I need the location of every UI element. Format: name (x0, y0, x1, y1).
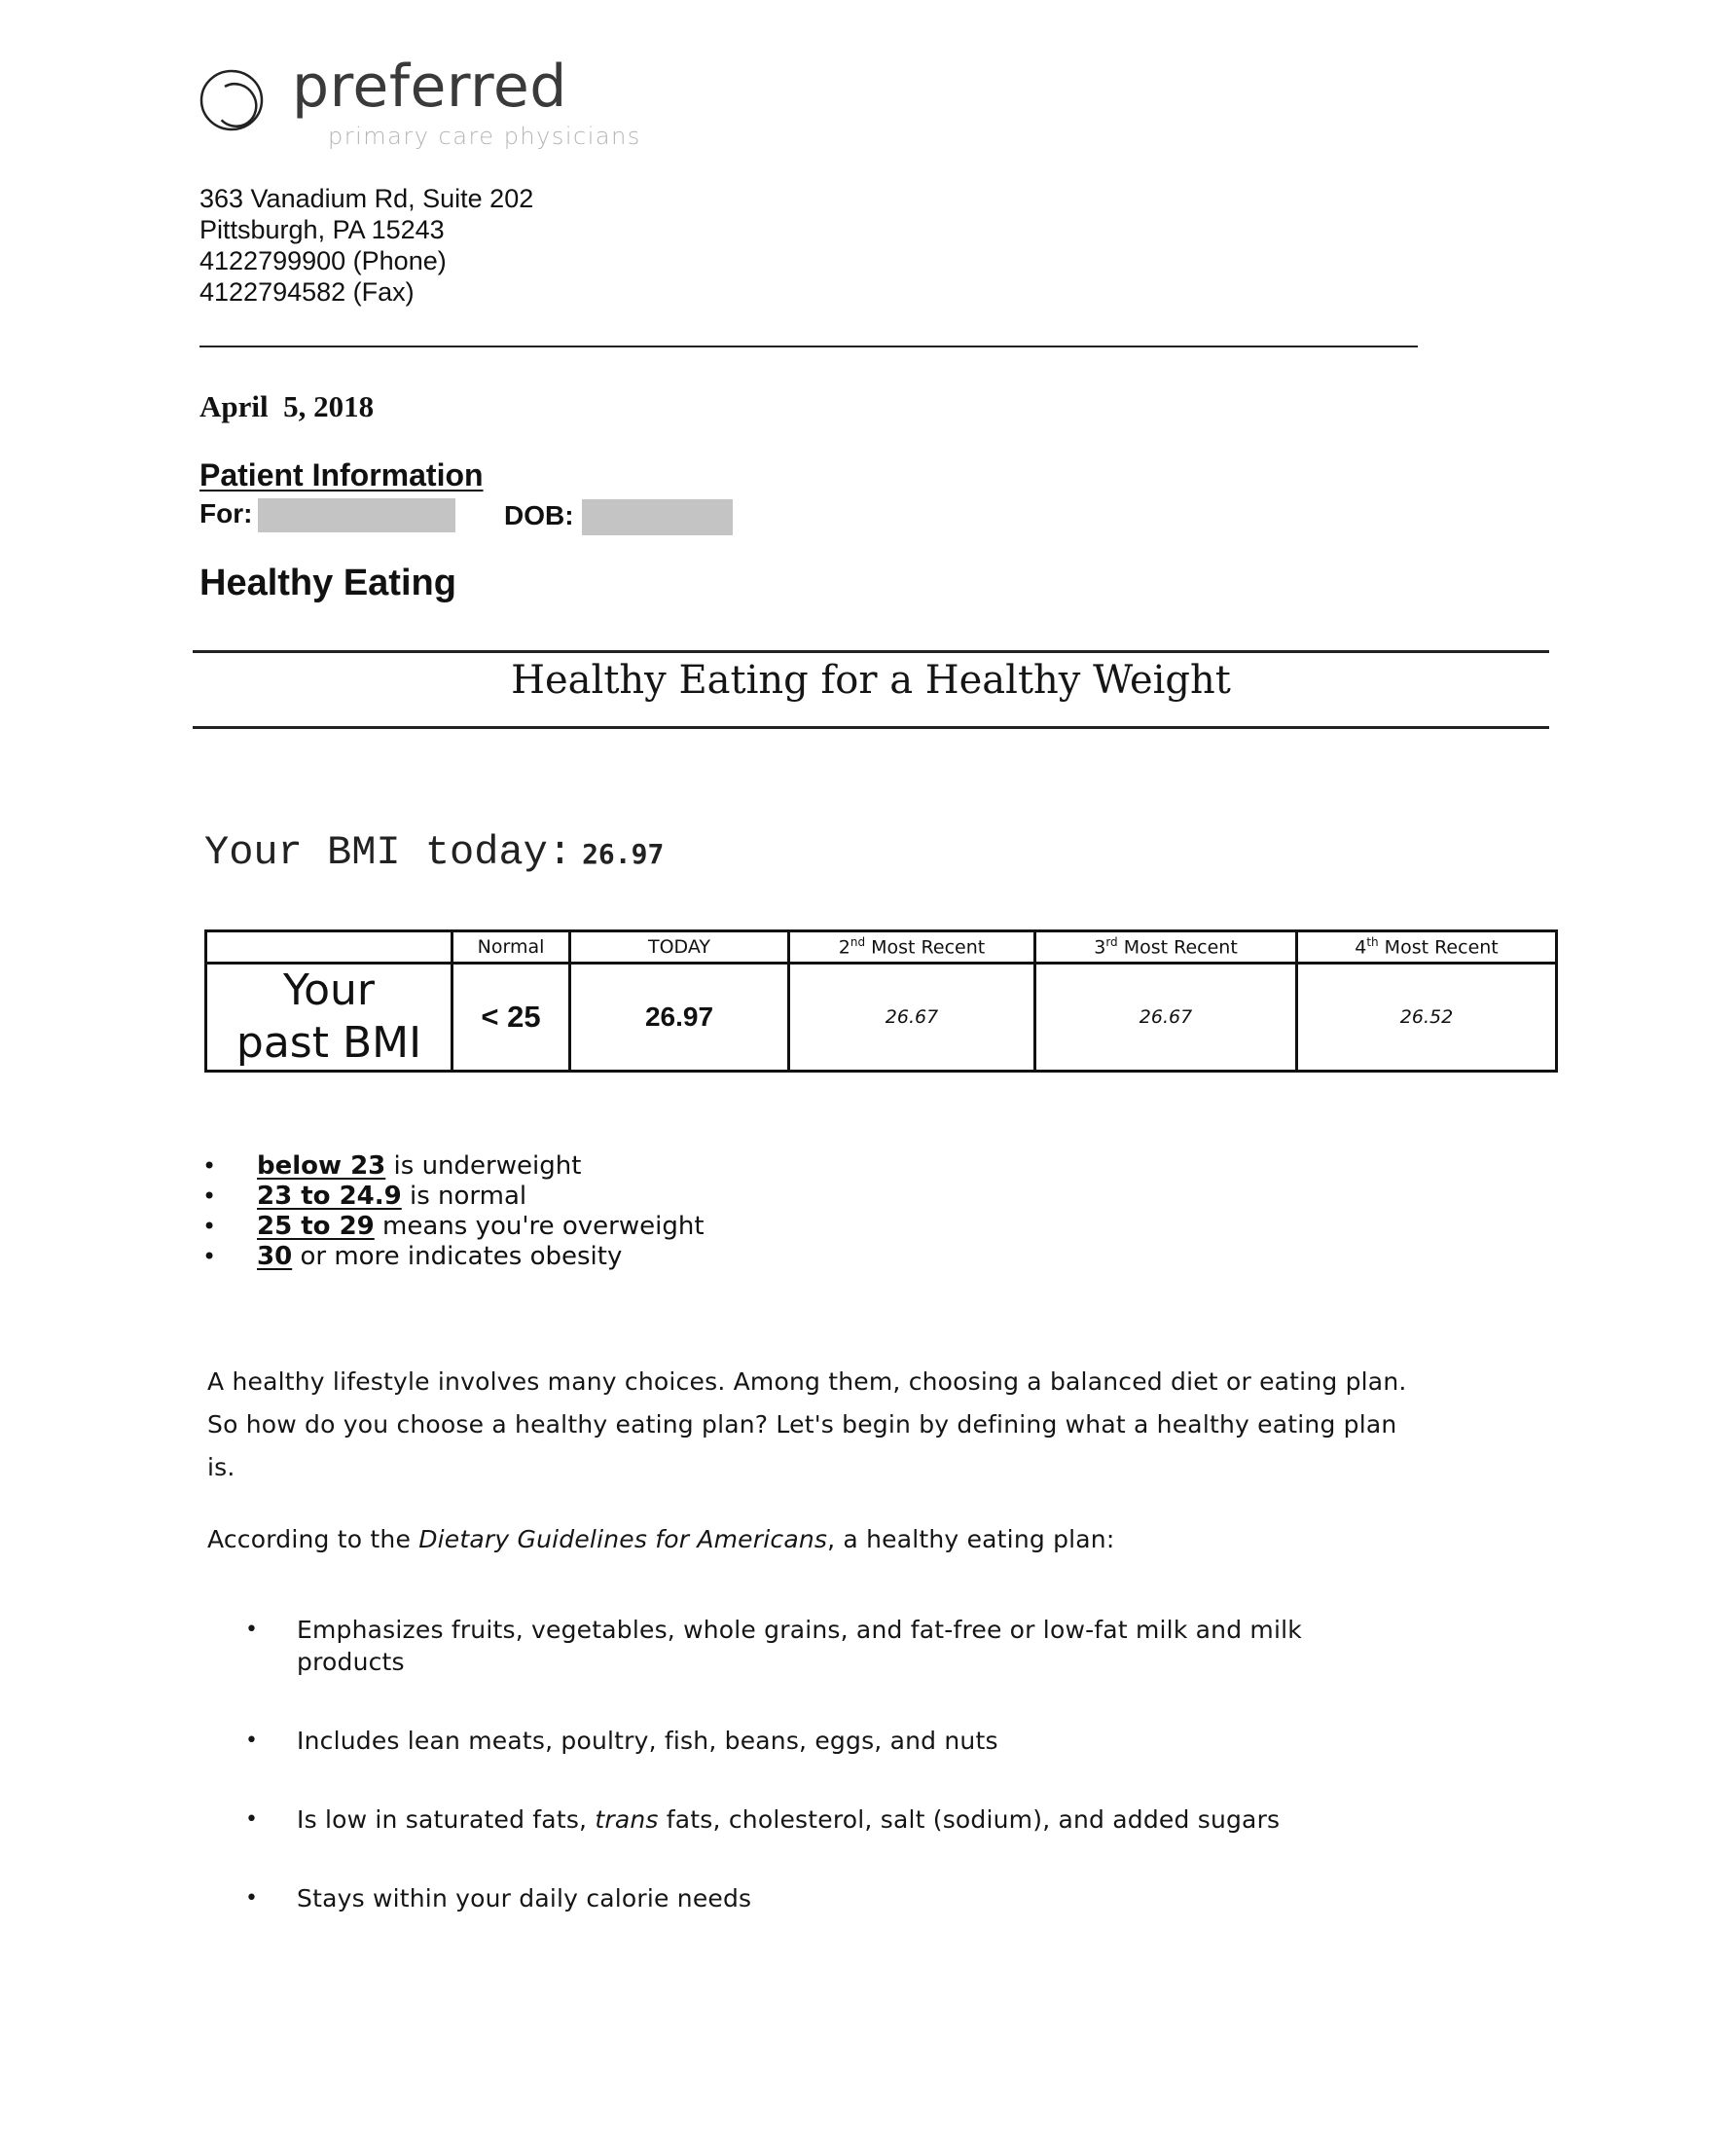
banner-title: Healthy Eating for a Healthy Weight (511, 658, 1231, 703)
concentric-circles-logo-icon (199, 68, 266, 132)
bullet-icon: • (245, 1618, 259, 1642)
list-item: • Stays within your daily calorie needs (245, 1884, 752, 1912)
brand-name: preferred (292, 53, 567, 121)
header-3rd-most-recent: 3rd Most Recent (1035, 931, 1297, 964)
table-row (206, 964, 1557, 1072)
bmi-ranges-list (202, 1151, 705, 1272)
bmi-2nd-recent-value: 26.67 (789, 964, 1035, 1072)
row-label: Your past BMI (206, 964, 452, 1072)
list-item: • 30 or more indicates obesity (202, 1242, 623, 1271)
guidelines-list (245, 1614, 1413, 1914)
list-item: • 25 to 29 means you're overweight (202, 1212, 705, 1241)
bmi-history-table (204, 929, 1558, 1073)
list-item: • below 23 is underweight (202, 1151, 582, 1181)
normal-bmi-value: < 25 (452, 964, 570, 1072)
intro-paragraph: A healthy lifestyle involves many choices. Among them, choosing a balanced diet or eating plan. So how do you choose a healthy eating plan? Let's begin by defining what a healthy eating plan is. (207, 1367, 1407, 1481)
header-4th-most-recent: 4th Most Recent (1297, 931, 1557, 964)
today-bmi-value: 26.97 (570, 964, 789, 1072)
list-item: • Is low in saturated fats, trans fats, cholesterol, salt (sodium), and added sugars (245, 1805, 1281, 1834)
bmi-3rd-recent-value: 26.67 (1035, 964, 1297, 1072)
address-fax: 4122794582 (Fax) (199, 277, 415, 307)
bmi-today-label: Your BMI today: (204, 829, 573, 876)
address-phone: 4122799900 (Phone) (199, 246, 447, 275)
list-item: • 23 to 24.9 is normal (202, 1182, 527, 1211)
letterhead-divider (199, 346, 1418, 347)
guidelines-intro: According to the Dietary Guidelines for Americans, a healthy eating plan: (207, 1525, 1115, 1553)
bmi-today-value: 26.97 (582, 838, 665, 870)
banner-top-rule (193, 650, 1549, 653)
section-title: Healthy Eating (199, 563, 456, 603)
list-item: • Includes lean meats, poultry, fish, beans, eggs, and nuts (245, 1727, 998, 1755)
bmi-today (204, 829, 664, 876)
bullet-icon: • (202, 1183, 217, 1210)
header-empty (206, 931, 452, 964)
table-header-row (206, 931, 1557, 964)
practice-logo (199, 53, 705, 164)
patient-for-label: For: (199, 498, 253, 528)
bullet-icon: • (202, 1152, 217, 1180)
bullet-icon: • (202, 1243, 217, 1270)
bullet-icon: • (245, 1886, 259, 1911)
patient-name-redacted (258, 498, 455, 532)
bmi-4th-recent-value: 26.52 (1297, 964, 1557, 1072)
patient-dob-label: DOB: (504, 500, 574, 530)
bullet-icon: • (245, 1807, 259, 1832)
brand-tagline: primary care physicians (328, 123, 641, 150)
bullet-icon: • (202, 1213, 217, 1240)
practice-address (199, 183, 533, 308)
list-item: • Emphasizes fruits, vegetables, whole grains, and fat-free or low-fat milk and milk products (245, 1616, 1302, 1676)
guidelines-source: Dietary Guidelines for Americans (418, 1525, 828, 1553)
bullet-icon: • (245, 1729, 259, 1753)
letter-date: April 5, 2018 (199, 389, 375, 423)
header-today: TODAY (570, 931, 789, 964)
banner-bottom-rule (193, 726, 1549, 729)
header-2nd-most-recent: 2nd Most Recent (789, 931, 1035, 964)
header-normal: Normal (452, 931, 570, 964)
address-street: 363 Vanadium Rd, Suite 202 (199, 184, 534, 213)
patient-info-heading: Patient Information (199, 457, 484, 492)
address-city: Pittsburgh, PA 15243 (199, 215, 445, 244)
patient-dob-redacted (582, 499, 733, 535)
